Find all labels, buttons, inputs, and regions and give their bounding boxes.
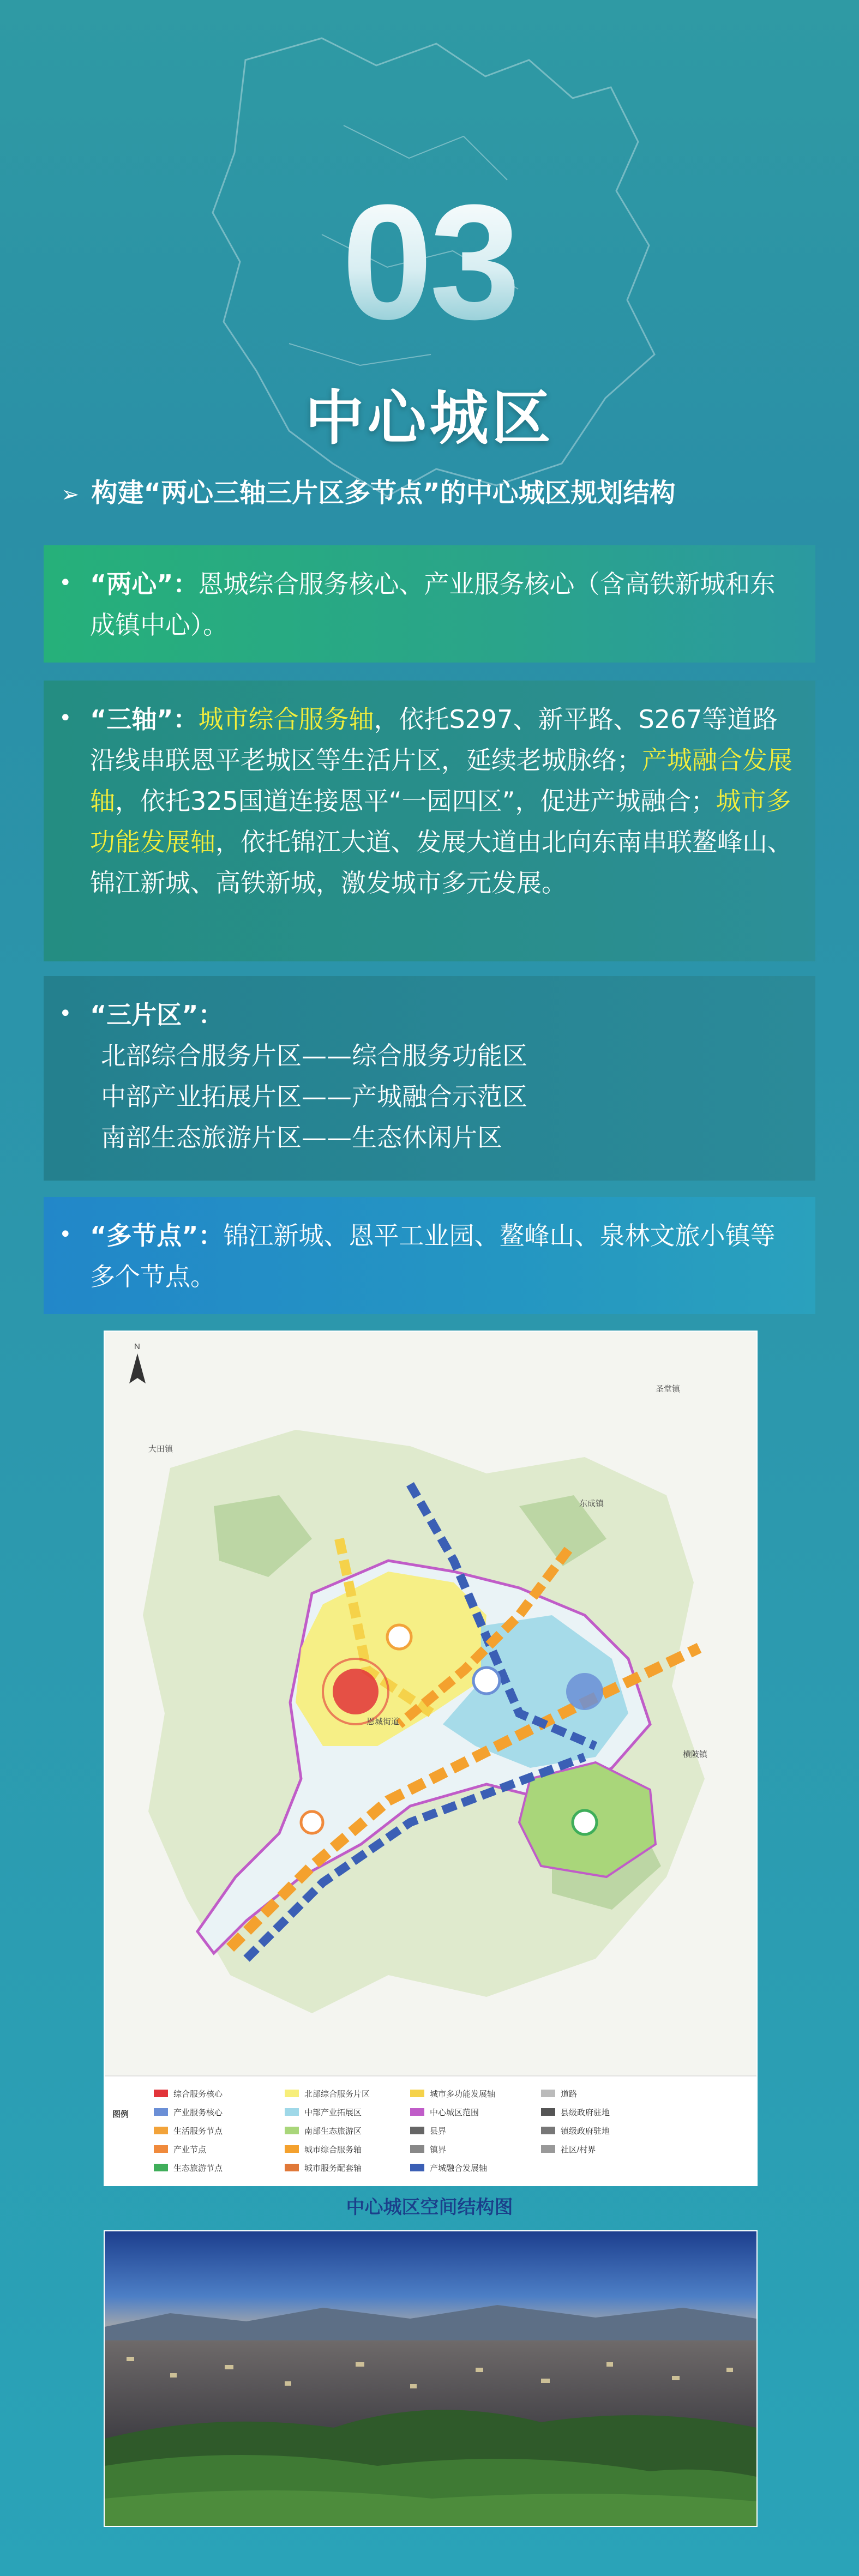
legend-label: 南部生态旅游区 (304, 2127, 362, 2136)
bullet-icon: • (59, 1001, 72, 1026)
card-label: “三轴”： (90, 705, 199, 734)
legend-swatch (154, 2164, 168, 2171)
axis-1-text: ，依托S297、新平路、S267等道路沿线串联恩平老城区等生活片区，延续老城脉络； (90, 705, 778, 775)
legend-label: 北部综合服务片区 (304, 2090, 370, 2099)
place-label: 东成镇 (579, 1499, 604, 1508)
legend-label: 中部产业拓展区 (304, 2108, 362, 2117)
card-multi-nodes (44, 1197, 815, 1314)
place-label: 恩城街道 (367, 1717, 400, 1726)
card-three-axes (44, 681, 815, 961)
legend-swatch (541, 2108, 555, 2116)
legend-swatch (410, 2127, 424, 2134)
place-label: 横陂镇 (683, 1750, 708, 1759)
axis-2-name: 产城融合发展轴 (90, 745, 792, 816)
legend-label: 中心城区范围 (430, 2108, 479, 2117)
legend-label: 县界 (430, 2127, 447, 2136)
legend-swatch (285, 2145, 299, 2153)
legend-label: 产业节点 (173, 2145, 207, 2154)
legend-swatch (285, 2108, 299, 2116)
card-label: “多节点”： (90, 1221, 224, 1250)
arrow-bullet-icon: ➢ (61, 482, 80, 507)
legend-title: 图例 (112, 2110, 129, 2119)
section-number: 03 (0, 180, 859, 344)
legend-label: 县级政府驻地 (561, 2108, 610, 2117)
legend-label: 综合服务核心 (173, 2090, 223, 2099)
legend-label: 城市多功能发展轴 (430, 2090, 496, 2099)
map-caption: 中心城区空间结构图 (346, 2196, 513, 2218)
svg-text:N: N (134, 1342, 140, 1351)
legend-swatch (541, 2145, 555, 2153)
city-aerial-photo (104, 2230, 758, 2527)
card-text: 恩城综合服务核心、产业服务核心（含高铁新城和东成镇中心）。 (90, 569, 776, 640)
legend-label: 镇级政府驻地 (561, 2127, 610, 2136)
legend-swatch (410, 2108, 424, 2116)
structure-map (104, 1331, 758, 2186)
legend-swatch (285, 2127, 299, 2134)
legend-swatch (154, 2090, 168, 2097)
legend-swatch (410, 2090, 424, 2097)
axis-3-name: 城市多功能发展轴 (90, 786, 791, 857)
legend-swatch (285, 2090, 299, 2097)
legend-swatch (154, 2127, 168, 2134)
legend-label: 社区/村界 (561, 2145, 596, 2154)
legend-label: 生活服务节点 (173, 2127, 223, 2136)
axis-1-name: 城市综合服务轴 (198, 705, 374, 734)
zone-line: 北部综合服务片区——综合服务功能区 (101, 1041, 527, 1070)
legend-label: 产业服务核心 (173, 2108, 223, 2117)
card-label: “两心”： (90, 569, 199, 599)
legend-swatch (410, 2164, 424, 2171)
subtitle-text: 构建“两心三轴三片区多节点”的中心城区规划结构 (91, 478, 676, 508)
card-label: “三片区”： (90, 1000, 224, 1030)
city-aerial-illustration (105, 2231, 756, 2526)
legend-swatch (410, 2145, 424, 2153)
legend-swatch (154, 2108, 168, 2116)
bullet-icon: • (59, 706, 72, 731)
zone-line: 中部产业拓展片区——产城融合示范区 (101, 1082, 527, 1111)
legend-label: 道路 (561, 2090, 578, 2099)
bullet-icon: • (59, 1222, 72, 1247)
legend-swatch (541, 2090, 555, 2097)
legend-label: 产城融合发展轴 (430, 2164, 488, 2173)
legend-label: 镇界 (430, 2145, 447, 2154)
card-three-zones (44, 976, 815, 1181)
section-title: 中心城区 (305, 384, 554, 453)
place-label: 大田镇 (148, 1445, 173, 1454)
card-text: 锦江新城、恩平工业园、鳌峰山、泉林文旅小镇等多个节点。 (90, 1221, 776, 1291)
legend-label: 城市综合服务轴 (304, 2145, 362, 2154)
legend-swatch (154, 2145, 168, 2153)
structure-map-graphic (105, 1332, 756, 2185)
axis-3-text: ，依托锦江大道、发展大道由北向东南串联鳌峰山、锦江新城、高铁新城，激发城市多元发展。 (90, 827, 792, 898)
legend-swatch (541, 2127, 555, 2134)
card-two-cores (44, 545, 815, 663)
place-label: 圣堂镇 (656, 1385, 681, 1394)
axis-2-text: ，依托325国道连接恩平“一园四区”，促进产城融合； (115, 786, 716, 816)
bullet-icon: • (59, 570, 72, 595)
legend-swatch (285, 2164, 299, 2171)
legend-label: 生态旅游节点 (173, 2164, 223, 2173)
legend-label: 城市服务配套轴 (304, 2164, 362, 2173)
zone-line: 南部生态旅游片区——生态休闲片区 (101, 1123, 502, 1152)
section-subtitle (61, 472, 825, 509)
